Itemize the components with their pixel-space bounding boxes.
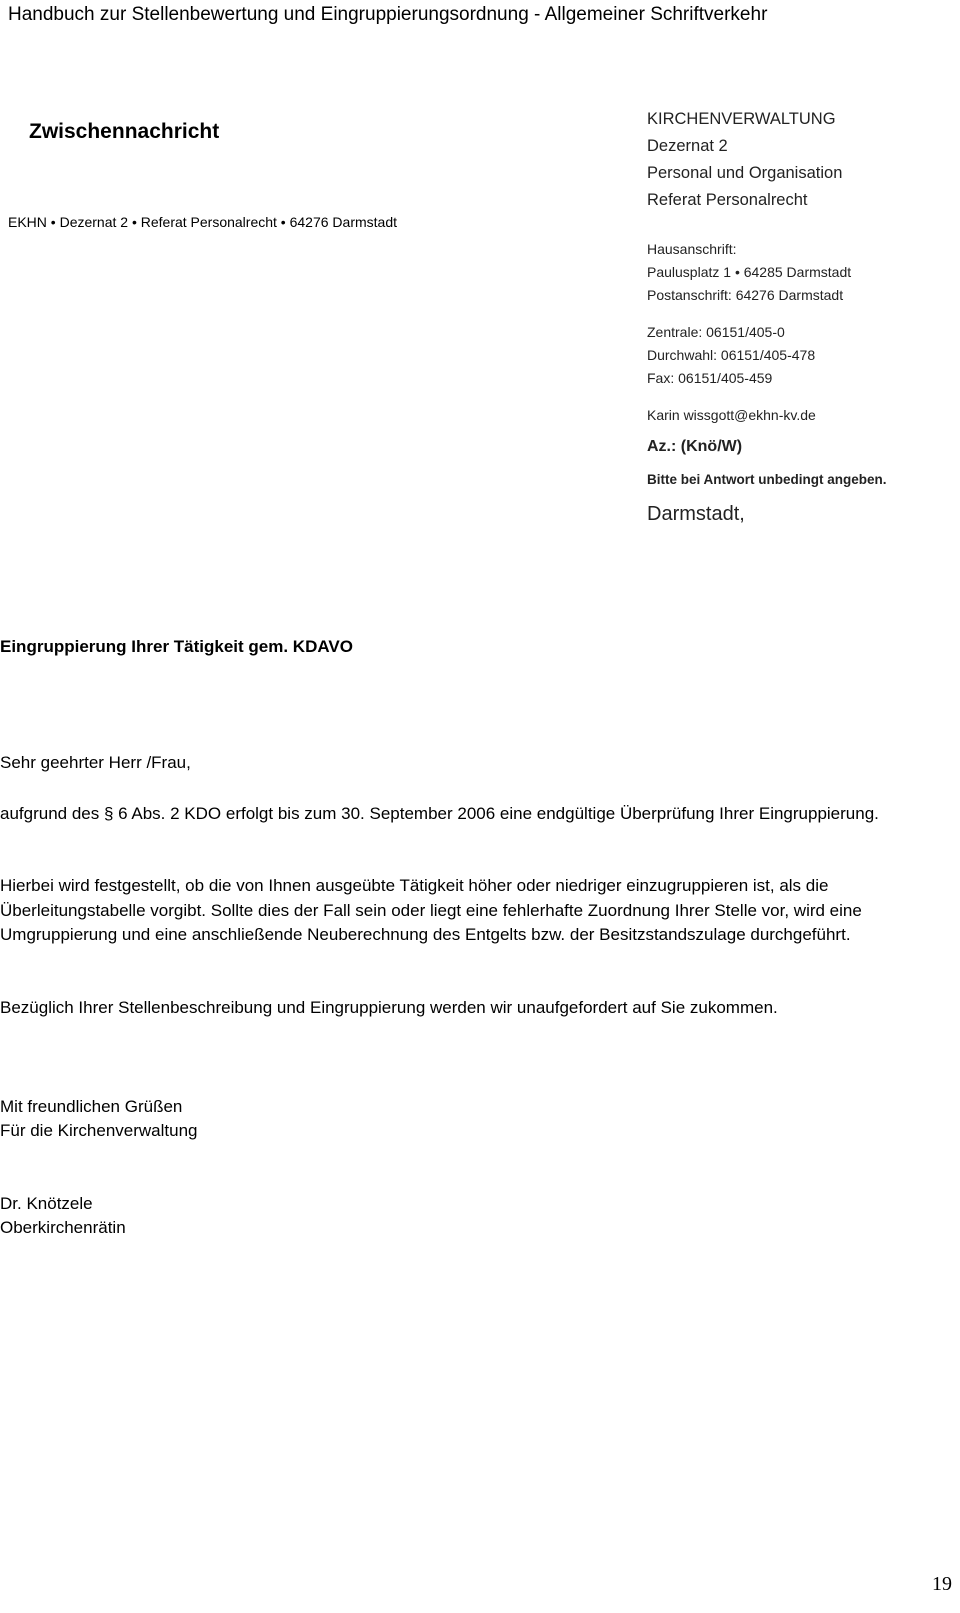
letterhead-org: KIRCHENVERWALTUNG bbox=[647, 110, 836, 128]
fax: Fax: 06151/405-459 bbox=[647, 370, 773, 386]
sender-line: EKHN • Dezernat 2 • Referat Personalrecht • 64276 Darmstadt bbox=[8, 214, 397, 230]
paragraph-2: Hierbei wird festgestellt, ob die von Ihnen ausgeübte Tätigkeit höher oder niedriger einzugruppieren ist, als die Überleitungstabelle vorgibt. Sollte dies der Fall sein oder liegt eine fehlerhafte Zuordnung Ihrer Stelle vor, wird eine Umgruppierung und eine anschließende Neuberechnung des Entgelts bzw. der Besitzstandszulage durchgeführt. bbox=[0, 876, 862, 944]
aktenzeichen-note: Bitte bei Antwort unbedingt angeben. bbox=[647, 472, 887, 487]
letterhead-referat: Referat Personalrecht bbox=[647, 191, 808, 209]
closing-line-1: Mit freundlichen Grüßen bbox=[0, 1097, 183, 1116]
document-header: Handbuch zur Stellenbewertung und Eingruppierungsordnung - Allgemeiner Schriftverkehr bbox=[8, 4, 768, 25]
hausanschrift: Paulusplatz 1 • 64285 Darmstadt bbox=[647, 264, 852, 280]
zentrale: Zentrale: 06151/405-0 bbox=[647, 324, 785, 340]
letterhead-dept: Dezernat 2 bbox=[647, 137, 728, 155]
letterhead-dept-name: Personal und Organisation bbox=[647, 164, 843, 182]
closing-line-2: Für die Kirchenverwaltung bbox=[0, 1121, 198, 1140]
signatory-name: Dr. Knötzele bbox=[0, 1194, 93, 1213]
hausanschrift-label: Hausanschrift: bbox=[647, 241, 737, 257]
signatory-title: Oberkirchenrätin bbox=[0, 1218, 126, 1237]
letter-title: Zwischennachricht bbox=[29, 120, 220, 143]
page-number: 19 bbox=[932, 1573, 952, 1595]
postanschrift: Postanschrift: 64276 Darmstadt bbox=[647, 287, 844, 303]
paragraph-1: aufgrund des § 6 Abs. 2 KDO erfolgt bis zum 30. September 2006 eine endgültige Überprüfung Ihrer Eingruppierung. bbox=[0, 804, 879, 823]
durchwahl: Durchwahl: 06151/405-478 bbox=[647, 347, 816, 363]
place-date: Darmstadt, bbox=[647, 503, 745, 525]
paragraph-3: Bezüglich Ihrer Stellenbeschreibung und Eingruppierung werden wir unaufgefordert auf Sie zukommen. bbox=[0, 998, 778, 1017]
subject: Eingruppierung Ihrer Tätigkeit gem. KDAVO bbox=[0, 637, 353, 656]
aktenzeichen: Az.: (Knö/W) bbox=[647, 438, 743, 455]
email: Karin wissgott@ekhn-kv.de bbox=[647, 407, 816, 423]
salutation: Sehr geehrter Herr /Frau, bbox=[0, 753, 191, 772]
